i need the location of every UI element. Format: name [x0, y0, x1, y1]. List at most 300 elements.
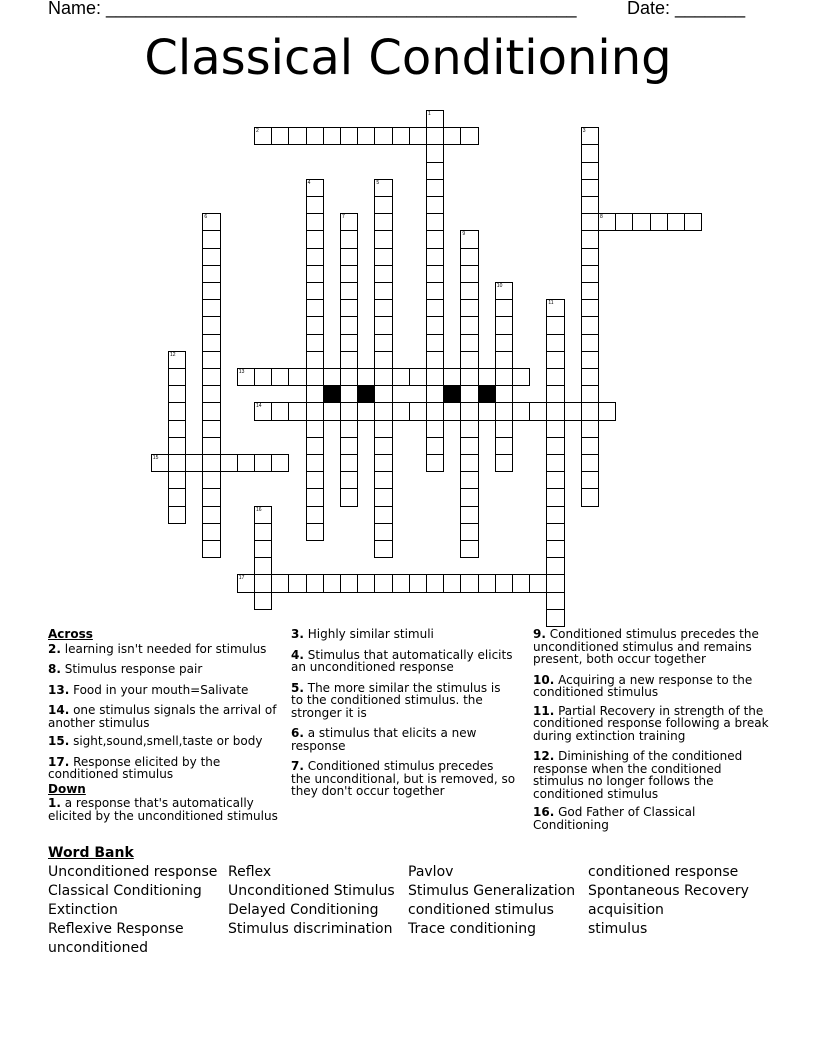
crossword-cell[interactable]: [426, 437, 444, 455]
crossword-cell[interactable]: [426, 334, 444, 352]
crossword-cell[interactable]: [374, 471, 392, 489]
crossword-cell[interactable]: [409, 368, 427, 386]
crossword-cell[interactable]: [151, 454, 169, 472]
clue-down-16: 16. God Father of Classical Conditioning: [533, 805, 696, 832]
clue-across-17: 17. Response elicited by the conditioned stimulus: [48, 754, 221, 781]
crossword-cell[interactable]: [460, 316, 478, 334]
crossword-cell[interactable]: [460, 385, 478, 403]
crossword-cell[interactable]: [340, 420, 358, 438]
crossword-cell[interactable]: [306, 488, 324, 506]
crossword-cell[interactable]: [546, 471, 564, 489]
crossword-cell[interactable]: [426, 213, 444, 231]
crossword-cell[interactable]: [168, 385, 186, 403]
crossword-cell[interactable]: [374, 282, 392, 300]
crossword-cell[interactable]: [546, 351, 564, 369]
crossword-cell[interactable]: [564, 402, 582, 420]
clue-number: 1: [428, 111, 431, 117]
crossword-cell[interactable]: [546, 506, 564, 524]
word-bank-item: Reflexive Response: [48, 921, 184, 937]
crossword-cell[interactable]: [374, 351, 392, 369]
crossword-cell[interactable]: [374, 540, 392, 558]
crossword-cell[interactable]: [340, 334, 358, 352]
crossword-cell[interactable]: [254, 127, 272, 145]
crossword-cell[interactable]: [340, 299, 358, 317]
word-bank-item: Reflex: [228, 864, 272, 880]
crossword-cell[interactable]: [202, 471, 220, 489]
crossword-cell[interactable]: [443, 402, 461, 420]
crossword-cell[interactable]: [374, 299, 392, 317]
crossword-cell[interactable]: [443, 127, 461, 145]
crossword-cell[interactable]: [168, 351, 186, 369]
crossword-cell[interactable]: [581, 248, 599, 266]
crossword-cell[interactable]: [357, 368, 375, 386]
crossword-cell[interactable]: [684, 213, 702, 231]
crossword-cell[interactable]: [254, 574, 272, 592]
clue-column-1: [48, 628, 278, 828]
crossword-cell[interactable]: [581, 454, 599, 472]
crossword-cell[interactable]: [546, 540, 564, 558]
crossword-cell[interactable]: [374, 127, 392, 145]
crossword-cell[interactable]: [460, 540, 478, 558]
crossword-cell[interactable]: [202, 385, 220, 403]
word-bank-item: conditioned stimulus: [408, 902, 554, 918]
word-bank-item: Unconditioned Stimulus: [228, 883, 395, 899]
crossword-cell[interactable]: [237, 368, 255, 386]
word-bank-item: Stimulus Generalization: [408, 883, 576, 899]
clue-number: 12: [170, 351, 176, 358]
crossword-cell[interactable]: [340, 471, 358, 489]
crossword-cell[interactable]: [202, 265, 220, 283]
crossword-cell[interactable]: [168, 420, 186, 438]
crossword-block: [323, 385, 341, 403]
crossword-cell[interactable]: [306, 506, 324, 524]
crossword-cell[interactable]: [374, 213, 392, 231]
crossword-cell[interactable]: [443, 574, 461, 592]
crossword-cell[interactable]: [374, 523, 392, 541]
crossword-cell[interactable]: [323, 368, 341, 386]
crossword-cell[interactable]: [581, 196, 599, 214]
word-bank-heading: Word Bank: [48, 845, 134, 861]
crossword-cell[interactable]: [202, 454, 220, 472]
crossword-cell[interactable]: [306, 574, 324, 592]
crossword-cell[interactable]: [306, 196, 324, 214]
crossword-cell[interactable]: [546, 609, 564, 627]
crossword-cell[interactable]: [202, 488, 220, 506]
crossword-cell[interactable]: [495, 282, 513, 300]
crossword-cell[interactable]: [202, 316, 220, 334]
crossword-cell[interactable]: [426, 454, 444, 472]
crossword-cell[interactable]: [546, 334, 564, 352]
word-bank-item: Trace conditioning: [408, 921, 536, 937]
word-bank-item: acquisition: [588, 902, 664, 918]
crossword-cell[interactable]: [306, 213, 324, 231]
clue-number: 11: [548, 300, 554, 307]
crossword-cell[interactable]: [323, 574, 341, 592]
crossword-cell[interactable]: [495, 334, 513, 352]
crossword-cell[interactable]: [581, 402, 599, 420]
crossword-cell[interactable]: [374, 248, 392, 266]
crossword-cell[interactable]: [374, 179, 392, 197]
down-heading: Down: [48, 781, 86, 796]
crossword-cell[interactable]: [426, 110, 444, 128]
crossword-cell[interactable]: [288, 402, 306, 420]
crossword-cell[interactable]: [495, 437, 513, 455]
crossword-cell[interactable]: [529, 402, 547, 420]
crossword-cell[interactable]: [581, 334, 599, 352]
crossword-cell[interactable]: [254, 368, 272, 386]
crossword-cell[interactable]: [306, 299, 324, 317]
crossword-cell[interactable]: [374, 488, 392, 506]
clue-column-3: [533, 628, 773, 837]
crossword-cell[interactable]: [426, 265, 444, 283]
clue-down-1: 1. a response that's automatically elicited by the unconditioned stimulus: [48, 796, 278, 823]
crossword-cell[interactable]: [546, 385, 564, 403]
crossword-cell[interactable]: [254, 523, 272, 541]
clue-number: 13: [238, 369, 245, 375]
crossword-cell[interactable]: [460, 230, 478, 248]
crossword-cell[interactable]: [460, 334, 478, 352]
crossword-cell[interactable]: [168, 506, 186, 524]
crossword-cell[interactable]: [546, 402, 564, 420]
crossword-cell[interactable]: [426, 144, 444, 162]
crossword-cell[interactable]: [202, 351, 220, 369]
crossword-cell[interactable]: [340, 574, 358, 592]
crossword-cell[interactable]: [374, 506, 392, 524]
crossword-cell[interactable]: [495, 316, 513, 334]
crossword-cell[interactable]: [546, 557, 564, 575]
crossword-cell[interactable]: [374, 402, 392, 420]
crossword-cell[interactable]: [409, 127, 427, 145]
crossword-cell[interactable]: [306, 368, 324, 386]
crossword-cell[interactable]: [202, 248, 220, 266]
clue-number: 4: [307, 179, 311, 186]
crossword-cell[interactable]: [340, 213, 358, 231]
crossword-cell[interactable]: [306, 179, 324, 197]
crossword-cell[interactable]: [512, 402, 530, 420]
crossword-cell[interactable]: [478, 368, 496, 386]
crossword-cell[interactable]: [374, 574, 392, 592]
crossword-cell[interactable]: [581, 179, 599, 197]
crossword-cell[interactable]: [374, 196, 392, 214]
page-title: Classical Conditioning: [144, 30, 672, 86]
crossword-cell[interactable]: [168, 368, 186, 386]
clue-down-7: 7. Conditioned stimulus precedes the unconditional, but is removed, so they don't occur together: [291, 759, 516, 798]
clue-across-15: 15. sight,sound,smell,taste or body: [48, 734, 263, 748]
crossword-cell[interactable]: [460, 368, 478, 386]
crossword-cell[interactable]: [357, 127, 375, 145]
crossword-cell[interactable]: [426, 351, 444, 369]
crossword-cell[interactable]: [306, 471, 324, 489]
crossword-cell[interactable]: [306, 265, 324, 283]
crossword-cell[interactable]: [168, 471, 186, 489]
crossword-cell[interactable]: [202, 334, 220, 352]
crossword-cell[interactable]: [581, 127, 599, 145]
crossword-cell[interactable]: [271, 454, 289, 472]
crossword-cell[interactable]: [495, 454, 513, 472]
crossword-cell[interactable]: [581, 385, 599, 403]
crossword-cell[interactable]: [460, 454, 478, 472]
crossword-cell[interactable]: [374, 334, 392, 352]
crossword-cell[interactable]: [254, 454, 272, 472]
crossword-cell[interactable]: [409, 574, 427, 592]
crossword-cell[interactable]: [546, 368, 564, 386]
crossword-block: [357, 385, 375, 403]
crossword-cell[interactable]: [426, 402, 444, 420]
crossword-cell[interactable]: [202, 299, 220, 317]
crossword-cell[interactable]: [460, 402, 478, 420]
crossword-cell[interactable]: [426, 282, 444, 300]
clue-down-9: 9. Conditioned stimulus precedes the unconditioned stimulus and remains present, both occur together: [533, 627, 759, 666]
crossword-cell[interactable]: [340, 265, 358, 283]
crossword-cell[interactable]: [202, 402, 220, 420]
crossword-cell[interactable]: [202, 213, 220, 231]
crossword-cell[interactable]: [357, 574, 375, 592]
crossword-cell[interactable]: [460, 299, 478, 317]
crossword-cell[interactable]: [340, 402, 358, 420]
crossword-cell[interactable]: [340, 437, 358, 455]
crossword-cell[interactable]: [306, 454, 324, 472]
crossword-cell[interactable]: [546, 523, 564, 541]
crossword-cell[interactable]: [288, 574, 306, 592]
crossword-cell[interactable]: [460, 127, 478, 145]
crossword-cell[interactable]: [581, 368, 599, 386]
crossword-cell[interactable]: [426, 196, 444, 214]
crossword-cell[interactable]: [581, 316, 599, 334]
crossword-cell[interactable]: [392, 402, 410, 420]
crossword-cell[interactable]: [374, 454, 392, 472]
crossword-block: [478, 385, 496, 403]
crossword-cell[interactable]: [512, 368, 530, 386]
word-bank-item: unconditioned: [48, 940, 148, 956]
clue-down-12: 12. Diminishing of the conditioned response when the conditioned stimulus no longer follows the conditioned stimulus: [533, 749, 743, 801]
crossword-cell[interactable]: [529, 574, 547, 592]
clue-down-11: 11. Partial Recovery in strength of the conditioned response following a break during extinction training: [533, 703, 769, 743]
crossword-cell[interactable]: [512, 574, 530, 592]
crossword-cell[interactable]: [546, 488, 564, 506]
crossword-cell[interactable]: [392, 127, 410, 145]
crossword-cell[interactable]: [306, 523, 324, 541]
crossword-cell[interactable]: [202, 368, 220, 386]
crossword-cell[interactable]: [340, 488, 358, 506]
crossword-cell[interactable]: [426, 385, 444, 403]
word-bank-item: Delayed Conditioning: [228, 902, 379, 918]
crossword-cell[interactable]: [254, 557, 272, 575]
crossword-cell[interactable]: [495, 351, 513, 369]
crossword-cell[interactable]: [202, 523, 220, 541]
crossword-cell[interactable]: [460, 282, 478, 300]
crossword-cell[interactable]: [340, 248, 358, 266]
crossword-cell[interactable]: [374, 420, 392, 438]
crossword-cell[interactable]: [185, 454, 203, 472]
crossword-cell[interactable]: [426, 299, 444, 317]
crossword-cell[interactable]: [478, 574, 496, 592]
crossword-cell[interactable]: [202, 506, 220, 524]
crossword-cell[interactable]: [340, 454, 358, 472]
crossword-cell[interactable]: [581, 437, 599, 455]
crossword-cell[interactable]: [306, 437, 324, 455]
clue-number: 9: [462, 231, 466, 238]
word-bank-item: Stimulus discrimination: [228, 921, 393, 937]
crossword-cell[interactable]: [581, 230, 599, 248]
crossword-cell[interactable]: [340, 385, 358, 403]
crossword-cell[interactable]: [340, 282, 358, 300]
crossword-cell[interactable]: [323, 127, 341, 145]
crossword-cell[interactable]: [392, 368, 410, 386]
crossword-cell[interactable]: [323, 402, 341, 420]
crossword-cell[interactable]: [340, 351, 358, 369]
crossword-cell[interactable]: [202, 540, 220, 558]
clue-across-8: 8. Stimulus response pair: [48, 662, 203, 676]
crossword-cell[interactable]: [581, 265, 599, 283]
crossword-cell[interactable]: [237, 574, 255, 592]
crossword-cell[interactable]: [202, 230, 220, 248]
word-bank: [48, 863, 768, 958]
crossword-cell[interactable]: [306, 282, 324, 300]
crossword-cell[interactable]: [357, 402, 375, 420]
crossword-cell[interactable]: [288, 127, 306, 145]
crossword-cell[interactable]: [546, 316, 564, 334]
crossword-cell[interactable]: [581, 162, 599, 180]
crossword-cell[interactable]: [546, 437, 564, 455]
crossword-cell[interactable]: [288, 368, 306, 386]
crossword-cell[interactable]: [254, 540, 272, 558]
clue-number: 17: [238, 575, 245, 582]
crossword-cell[interactable]: [254, 592, 272, 610]
clue-number: 15: [152, 455, 159, 461]
crossword-cell[interactable]: [495, 385, 513, 403]
crossword-cell[interactable]: [168, 488, 186, 506]
crossword-cell[interactable]: [495, 368, 513, 386]
crossword-cell[interactable]: [460, 506, 478, 524]
crossword-cell[interactable]: [306, 351, 324, 369]
crossword-cell[interactable]: [546, 454, 564, 472]
word-bank-item: Classical Conditioning: [48, 883, 202, 899]
crossword-cell[interactable]: [306, 316, 324, 334]
crossword-cell[interactable]: [271, 574, 289, 592]
crossword-cell[interactable]: [340, 230, 358, 248]
crossword-cell[interactable]: [306, 420, 324, 438]
clue-number: 14: [256, 403, 262, 410]
crossword-cell[interactable]: [271, 368, 289, 386]
crossword-cell[interactable]: [443, 368, 461, 386]
crossword-cell[interactable]: [306, 127, 324, 145]
crossword-cell[interactable]: [426, 127, 444, 145]
crossword-cell[interactable]: [426, 368, 444, 386]
crossword-cell[interactable]: [306, 402, 324, 420]
crossword-cell[interactable]: [460, 420, 478, 438]
clue-number: 16: [256, 506, 262, 513]
crossword-cell[interactable]: [374, 385, 392, 403]
crossword-cell[interactable]: [581, 282, 599, 300]
crossword-cell[interactable]: [168, 402, 186, 420]
crossword-cell[interactable]: [598, 402, 616, 420]
crossword-cell[interactable]: [426, 248, 444, 266]
crossword-cell[interactable]: [202, 282, 220, 300]
crossword-cell[interactable]: [306, 385, 324, 403]
crossword-cell[interactable]: [374, 368, 392, 386]
crossword-cell[interactable]: [409, 402, 427, 420]
crossword-cell[interactable]: [460, 488, 478, 506]
crossword-cell[interactable]: [460, 574, 478, 592]
crossword-cell[interactable]: [478, 402, 496, 420]
crossword-cell[interactable]: [632, 213, 650, 231]
crossword-cell[interactable]: [306, 334, 324, 352]
clue-across-13: 13. Food in your mouth=Salivate: [48, 682, 249, 697]
crossword-cell[interactable]: [598, 213, 616, 231]
crossword-cell[interactable]: [650, 213, 668, 231]
crossword-cell[interactable]: [581, 213, 599, 231]
crossword-cell[interactable]: [374, 230, 392, 248]
crossword-cell[interactable]: [581, 488, 599, 506]
word-bank-item: Unconditioned response: [48, 864, 218, 880]
crossword-cell[interactable]: [237, 454, 255, 472]
crossword-cell[interactable]: [460, 351, 478, 369]
crossword-cell[interactable]: [168, 454, 186, 472]
crossword-cell[interactable]: [374, 316, 392, 334]
crossword-cell[interactable]: [495, 402, 513, 420]
crossword-cell[interactable]: [220, 454, 238, 472]
crossword-cell[interactable]: [581, 144, 599, 162]
name-field-label: Name: _______________________________________________: [48, 0, 577, 18]
crossword-cell[interactable]: [374, 437, 392, 455]
clue-down-6: 6. a stimulus that elicits a new response: [291, 726, 477, 753]
word-bank-item: Pavlov: [408, 864, 454, 880]
crossword-cell[interactable]: [254, 506, 272, 524]
crossword-cell[interactable]: [546, 420, 564, 438]
crossword-cell[interactable]: [306, 230, 324, 248]
crossword-cell[interactable]: [495, 574, 513, 592]
crossword-block: [443, 385, 461, 403]
crossword-cell[interactable]: [667, 213, 685, 231]
crossword-cell[interactable]: [426, 179, 444, 197]
crossword-cell[interactable]: [615, 213, 633, 231]
crossword-cell[interactable]: [426, 162, 444, 180]
crossword-cell[interactable]: [340, 368, 358, 386]
crossword-cell[interactable]: [581, 471, 599, 489]
crossword-cell[interactable]: [546, 299, 564, 317]
crossword-cell[interactable]: [495, 420, 513, 438]
crossword-cell[interactable]: [426, 574, 444, 592]
crossword-cell[interactable]: [374, 265, 392, 283]
crossword-cell[interactable]: [340, 127, 358, 145]
crossword-cell[interactable]: [581, 351, 599, 369]
crossword-cell[interactable]: [426, 230, 444, 248]
crossword-cell[interactable]: [460, 523, 478, 541]
crossword-cell[interactable]: [460, 437, 478, 455]
crossword-cell[interactable]: [254, 402, 272, 420]
crossword-cell[interactable]: [271, 127, 289, 145]
crossword-cell[interactable]: [271, 402, 289, 420]
word-bank-item: Extinction: [48, 902, 118, 918]
crossword-cell[interactable]: [495, 299, 513, 317]
crossword-cell[interactable]: [460, 471, 478, 489]
crossword-cell[interactable]: [546, 592, 564, 610]
clue-across-14: 14. one stimulus signals the arrival of another stimulus: [48, 703, 277, 730]
crossword-cell[interactable]: [306, 248, 324, 266]
crossword-cell[interactable]: [581, 299, 599, 317]
crossword-cell[interactable]: [426, 316, 444, 334]
crossword-cell[interactable]: [426, 420, 444, 438]
crossword-cell[interactable]: [202, 437, 220, 455]
crossword-cell[interactable]: [581, 420, 599, 438]
crossword-cell[interactable]: [546, 574, 564, 592]
crossword-cell[interactable]: [168, 437, 186, 455]
crossword-cell[interactable]: [460, 248, 478, 266]
crossword-cell[interactable]: [340, 316, 358, 334]
crossword-cell[interactable]: [202, 420, 220, 438]
crossword-cell[interactable]: [460, 265, 478, 283]
crossword-cell[interactable]: [392, 574, 410, 592]
